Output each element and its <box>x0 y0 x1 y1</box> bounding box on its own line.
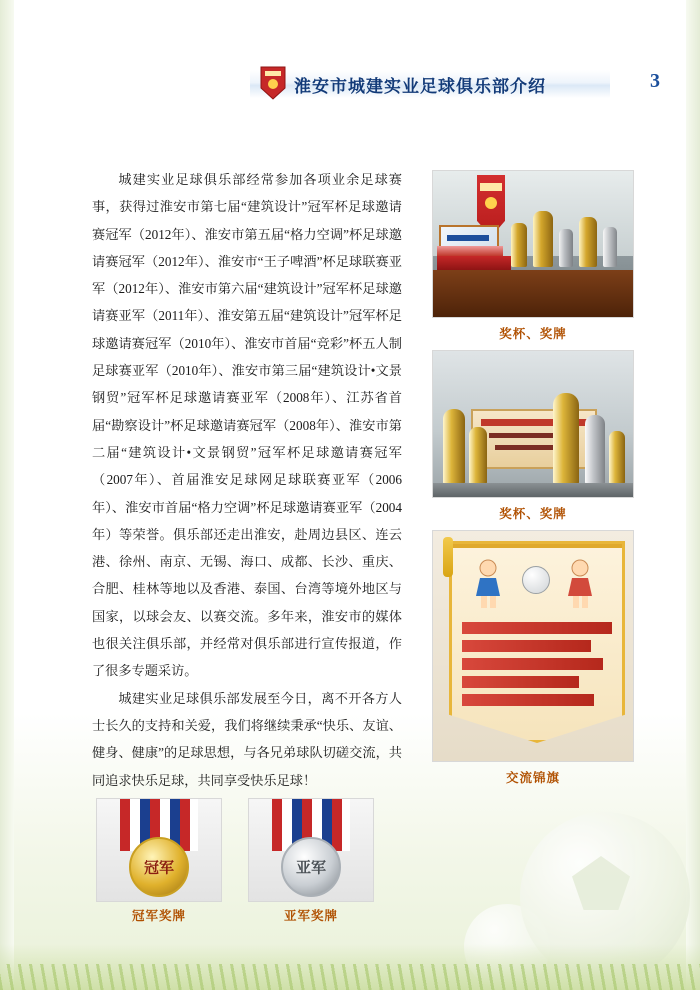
shield-emblem-icon <box>260 66 286 100</box>
medal-text: 冠军 <box>143 860 174 877</box>
page-title: 淮安市城建实业足球俱乐部介绍 <box>294 77 546 96</box>
trophy-icon <box>579 217 597 267</box>
trophy-icon <box>585 415 605 485</box>
exchange-pennant-photo <box>432 530 634 762</box>
trophy-icon <box>603 227 617 267</box>
paragraph-2: 城建实业足球俱乐部发展至今日，离不开各方人士长久的支持和关爱，我们将继续秉承“快乐、友谊、健身、健康”的足球思想，与各兄弟球队切磋交流，共同追求快乐足球，共同享受快乐足球！ <box>92 690 402 788</box>
child-player-icon <box>468 558 508 610</box>
medal-text: 亚军 <box>295 860 326 877</box>
article-body <box>92 166 402 794</box>
runner-up-medal-photo <box>248 798 374 902</box>
photo-caption: 交流锦旗 <box>505 771 560 785</box>
photo-caption: 冠军奖牌 <box>131 909 186 923</box>
trophies-and-plaques-photo <box>432 170 634 318</box>
trophy-icon <box>553 393 579 485</box>
paragraph-1: 城建实业足球俱乐部经常参加各项业余足球赛事，获得过淮安市第七届“建筑设计”冠军杯足球邀请赛冠军（2012年）、淮安市第五届“格力空调”杯足球邀请赛冠军（2012年）、淮安市“王子啤酒”杯足球联赛亚军（2012年）、淮安市第六届“建筑设计”冠军杯足球邀请赛亚军（2011年）、淮安第五届“建筑设计”冠军杯足球邀请赛冠军（2010年）、淮安市首届“竞彩”杯五人制足球赛亚军（2010年）、淮安市第三届“建筑设计•文景钢贸”冠军杯足球邀请赛亚军（2008年）、江苏省首届“勘察设计”杯足球邀请赛冠军（2008年）、淮安市第二届“建筑设计•文景钢贸”冠军杯足球邀请赛冠军（2007年）、首届淮安足球网足球联赛亚军（2006年）、淮安市首届“格力空调”杯足球邀请赛亚军（2004年）等荣誉。俱乐部还走出淮安，赴周边县区、连云港、徐州、南京、无锡、海口、成都、长沙、重庆、合肥、桂林等地以及香港、泰国、台湾等境外地区与国家，以球会友、以赛交流。多年来，淮安市的媒体也很关注俱乐部，并经常对俱乐部进行宣传报道，作了很多专题采访。 <box>92 172 402 679</box>
champion-medal-photo <box>96 798 222 902</box>
page-edge-right <box>686 0 700 990</box>
trophy-icon <box>511 223 527 267</box>
soccer-ball-icon <box>522 566 550 594</box>
trophy-group-photo <box>432 350 634 498</box>
page-number: 3 <box>650 70 660 92</box>
child-player-icon <box>560 558 600 610</box>
silver-medal-icon <box>281 837 341 897</box>
page-edge-left <box>0 0 14 990</box>
trophy-icon <box>609 431 625 485</box>
trophy-icon <box>443 409 465 485</box>
trophy-icon <box>559 229 573 267</box>
photo-caption: 奖杯、奖牌 <box>499 507 567 521</box>
trophy-icon <box>533 211 553 267</box>
page-header <box>250 62 670 104</box>
photo-caption: 亚军奖牌 <box>283 909 338 923</box>
photo-caption: 奖杯、奖牌 <box>499 327 567 341</box>
grass-decoration <box>0 944 700 990</box>
gold-medal-icon <box>129 837 189 897</box>
tassel-icon <box>443 537 453 577</box>
trophy-icon <box>469 427 487 485</box>
